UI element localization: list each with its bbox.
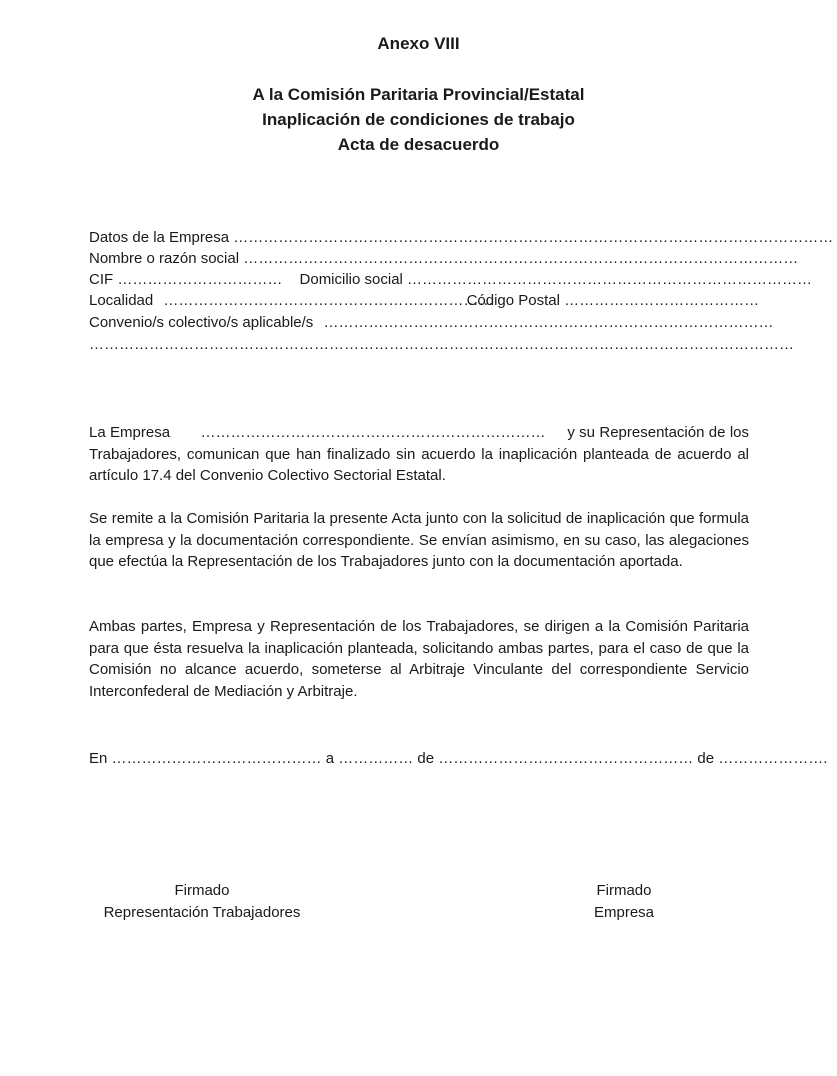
field-convenio <box>89 312 774 333</box>
field-cif-domicilio <box>89 269 813 290</box>
nombre-fill-line: ………………………………………………………………………………………………… <box>243 250 799 267</box>
paragraph-submission: Se remite a la Comisión Paritaria la presente Acta junto con la solicitud de inaplicación que formula la empresa y la documentación correspondiente. Se envían asimismo, en su caso, las alegaciones que efectúa la Representación de los Trabajadores junto con la documentación aportada. <box>89 510 749 570</box>
extra-fill-line: …………………………………………………………………………………………………………………………… <box>89 336 794 353</box>
signature-company <box>544 880 704 924</box>
signature-workers <box>82 880 322 924</box>
month-fill-line: …………………………………………… <box>438 750 694 767</box>
document-type-title: Acta de desacuerdo <box>337 135 500 154</box>
p1-company-label: La Empresa <box>89 424 171 441</box>
field-datos-empresa <box>89 227 834 248</box>
domicilio-label: Domicilio social <box>299 271 403 288</box>
subject-title: Inaplicación de condiciones de trabajo <box>262 110 575 129</box>
signature-company-party: Empresa <box>593 904 655 921</box>
field-extra-line <box>89 334 794 355</box>
recipient-title: A la Comisión Paritaria Provincial/Estatal <box>252 85 585 104</box>
date-de-label: de <box>417 750 435 767</box>
annex-title: Anexo VIII <box>377 34 460 53</box>
cif-label: CIF <box>89 271 114 288</box>
date-place-line <box>89 748 828 769</box>
field-razon-social <box>89 248 799 269</box>
p1-company-fill-line: …………………………………………………………… <box>200 424 546 441</box>
day-fill-line: …………… <box>338 750 414 767</box>
paragraph-arbitration: Ambas partes, Empresa y Representación de los Trabajadores, se dirigen a la Comisión Paritaria para que ésta resuelva la inaplicación planteada, solicitando ambas partes, para el caso de que la Comisión no alcance acuerdo, someterse al Arbitraje Vinculante del correspondiente Servicio Interconfederal de Mediación y Arbitraje. <box>89 618 749 700</box>
datos-fill-line: ………………………………………………………………………………………………………… <box>233 229 834 246</box>
place-fill-line: …………………………………… <box>111 750 322 767</box>
field-localidad-cp <box>89 290 760 311</box>
datos-label: Datos de la Empresa <box>89 229 230 246</box>
codigo-postal-fill-line: ………………………………… <box>564 292 760 309</box>
convenio-label: Convenio/s colectivo/s aplicable/s <box>89 314 314 331</box>
domicilio-fill-line: ……………………………………………………………………… <box>407 271 813 288</box>
date-de2-label: de <box>697 750 715 767</box>
paragraph-company-representation <box>89 422 749 487</box>
localidad-label: Localidad <box>89 292 154 309</box>
date-en-label: En <box>89 750 108 767</box>
codigo-postal-label: Código Postal <box>466 292 560 309</box>
p1-text: y su Representación de los Trabajadores, comunican que han finalizado sin acuerdo la inaplicación planteada de acuerdo al artículo 17.4 del Convenio Colectivo Sectorial Estatal. <box>89 424 750 484</box>
year-fill-line: …………………. <box>718 750 828 767</box>
convenio-fill-line: ……………………………………………………………………………… <box>323 314 774 331</box>
signature-company-signed: Firmado <box>596 882 652 899</box>
localidad-fill-line: ………………………………………………………… <box>163 292 494 309</box>
date-a-label: a <box>325 750 335 767</box>
nombre-label: Nombre o razón social <box>89 250 240 267</box>
signature-workers-signed: Firmado <box>174 882 230 899</box>
signature-workers-party: Representación Trabajadores <box>103 904 301 921</box>
cif-fill-line: …………………………… <box>117 271 283 288</box>
